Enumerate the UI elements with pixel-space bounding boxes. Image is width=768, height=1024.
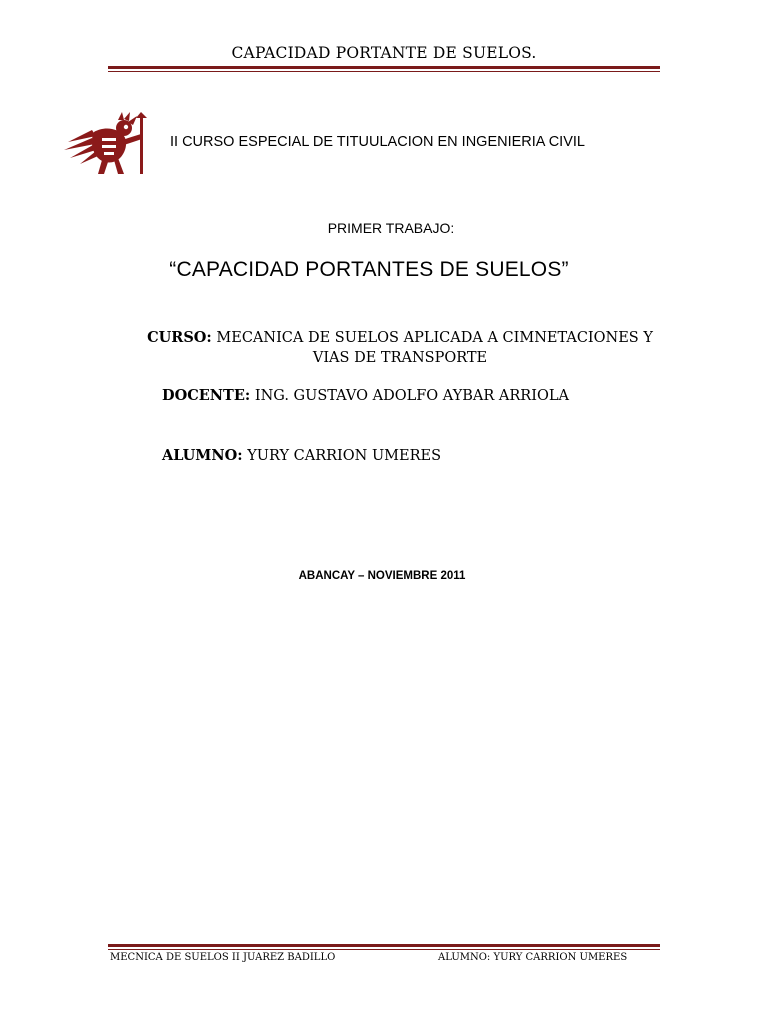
place-date: ABANCAY – NOVIEMBRE 2011 xyxy=(298,570,466,582)
course-value-line1: MECANICA DE SUELOS APLICADA A CIMNETACIONES Y xyxy=(216,330,653,346)
work-label: PRIMER TRABAJO: xyxy=(327,220,455,236)
footer-rule-thick xyxy=(108,944,660,947)
footer-right-text: ALUMNO: YURY CARRION UMERES xyxy=(438,952,628,963)
student-line xyxy=(162,447,441,464)
teacher-label: DOCENTE: xyxy=(162,387,251,404)
footer-rule-thin xyxy=(108,949,660,950)
header-rule-thin xyxy=(108,71,660,72)
course-label: CURSO: xyxy=(147,329,212,346)
course-block xyxy=(130,328,670,368)
student-label: ALUMNO: xyxy=(162,447,243,464)
footer-rule xyxy=(108,944,660,950)
program-title: II CURSO ESPECIAL DE TITUULACION EN INGENIERIA CIVIL xyxy=(170,134,585,150)
course-line-1 xyxy=(130,328,670,348)
footer-left-text: MECNICA DE SUELOS II JUAREZ BADILLO xyxy=(110,952,336,963)
course-value-line2: VIAS DE TRANSPORTE xyxy=(312,350,488,366)
header-rule-thick xyxy=(108,66,660,69)
winged-figure-emblem-icon xyxy=(62,112,154,178)
header-rule xyxy=(108,66,660,72)
main-title: “CAPACIDAD PORTANTES DE SUELOS” xyxy=(169,258,569,281)
student-value: YURY CARRION UMERES xyxy=(247,448,442,464)
page-header-title: CAPACIDAD PORTANTE DE SUELOS. xyxy=(231,44,537,62)
teacher-value: ING. GUSTAVO ADOLFO AYBAR ARRIOLA xyxy=(254,388,569,404)
teacher-line xyxy=(162,387,569,404)
